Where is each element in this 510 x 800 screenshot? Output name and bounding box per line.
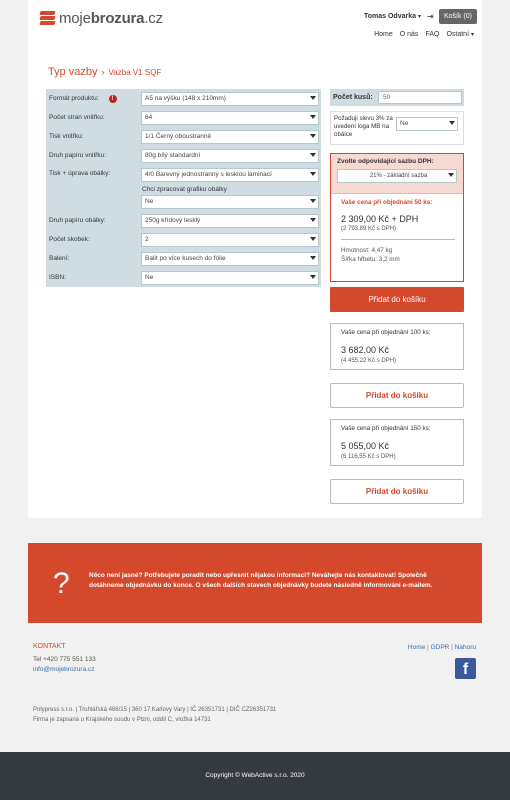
option-row-packing (46, 249, 321, 268)
option-label: Druh papíru vnitřku: (49, 152, 107, 159)
price-box-main (330, 153, 464, 282)
chevron-down-icon (310, 134, 316, 138)
spine-text: Šířka hřbetu: 3,2 mm (341, 256, 400, 263)
price-label: Vaše cena při objednání 150 ks: (341, 425, 431, 432)
cover-graphics-label: Chci zpracovat grafiku obálky (142, 186, 227, 193)
contact-email-link[interactable]: info@mojebrozura.cz (33, 666, 95, 673)
chevron-down-icon (449, 121, 455, 125)
contact-phone: Tel +420 775 551 133 (33, 656, 96, 663)
footer-link-gdpr[interactable]: GDPR (430, 644, 450, 651)
chevron-down-icon (310, 96, 316, 100)
chevron-down-icon (310, 237, 316, 241)
chevron-right-icon: › (101, 67, 105, 77)
option-label: Formát produktu: (49, 95, 99, 102)
print-select[interactable]: 1/1 Černý oboustranně (141, 130, 319, 144)
question-icon: ? (53, 567, 70, 600)
option-label: Druh papíru obálky: (49, 217, 106, 224)
contact-heading: KONTAKT (33, 643, 66, 650)
logo[interactable] (40, 9, 163, 27)
breadcrumb (48, 66, 161, 78)
option-label: Počet skobek: (49, 236, 90, 243)
pages-select[interactable]: 64 (141, 111, 319, 125)
discount-select[interactable]: Ne (396, 117, 458, 131)
cover-paper-select[interactable]: 250g křídový lesklý (141, 214, 319, 228)
quantity-row (330, 89, 464, 106)
option-row-format (46, 89, 321, 108)
price-vat: (4 455,22 Kč s DPH) (341, 358, 397, 364)
cover-graphics-select[interactable]: Ne (141, 195, 319, 209)
copyright-bar: Copyright © WebActive s.r.o. 2020 (0, 752, 510, 800)
weight-text: Hmotnost: 4,47 kg (341, 247, 393, 254)
caret-down-icon: ▾ (470, 32, 474, 38)
facebook-icon[interactable]: f (455, 658, 476, 679)
nav-other[interactable]: Ostatní ▾ (446, 31, 474, 38)
chevron-down-icon (310, 275, 316, 279)
price-value: 2 309,00 Kč + DPH (341, 214, 419, 224)
option-row-print (46, 127, 321, 146)
add-to-cart-100-button[interactable]: Přidat do košíku (330, 383, 464, 408)
discount-row (330, 111, 464, 145)
quantity-input[interactable] (378, 91, 462, 104)
page-title[interactable]: Typ vazby (48, 66, 98, 78)
option-label: Tisk + úprava obálky: (49, 170, 111, 177)
chevron-down-icon (310, 115, 316, 119)
company-info: Polypress s.r.o. | Truhlářská 486/15 | 360 17 Karlovy Vary | IČ 26351731 | DIČ CZ26351731 Firma je zapsaná u Krajského soudu v Plzni, oddíl C, vložka 14731 (33, 707, 277, 723)
info-icon[interactable]: ! (109, 95, 117, 103)
nav-faq[interactable]: FAQ (425, 31, 440, 38)
option-label: Balení: (49, 255, 70, 262)
option-row-staples (46, 230, 321, 249)
chevron-down-icon (310, 153, 316, 157)
nav-home[interactable]: Home (374, 31, 393, 38)
price-vat: (6 116,55 Kč s DPH) (341, 454, 396, 460)
logo-icon (40, 11, 56, 26)
option-label: ISBN: (49, 274, 66, 281)
main-content (28, 0, 482, 518)
price-label: Vaše cena při objednání 100 ks: (341, 329, 431, 336)
price-label: Vaše cena při objednání 50 ks: (341, 199, 433, 206)
divider (341, 239, 455, 240)
nav-about[interactable]: O nás (399, 31, 419, 38)
price-vat: (2 793,89 Kč s DPH) (341, 226, 397, 232)
option-row-cover-print (46, 165, 321, 209)
logout-icon[interactable]: ⇥ (427, 12, 434, 21)
chevron-down-icon (310, 172, 316, 176)
user-menu[interactable]: Tomas Odvarka ▾ (364, 13, 422, 20)
options-table (46, 89, 321, 287)
packing-select[interactable]: Balit po více kusech do fólie (141, 252, 319, 266)
footer-links: Home | GDPR | Nahoru (407, 644, 476, 651)
cover-print-select[interactable]: 4/0 Barevný jednostranný s lesklou laminací (141, 168, 319, 182)
price-box-100 (330, 323, 464, 370)
staples-select[interactable]: 2 (141, 233, 319, 247)
top-nav (374, 31, 474, 38)
option-row-paper (46, 146, 321, 165)
footer-link-home[interactable]: Home (407, 644, 426, 651)
discount-label: Požaduji slevu 3% za uvedení loga MB na obálce (334, 115, 393, 138)
option-row-pages (46, 108, 321, 127)
paper-select[interactable]: 80g bílý standardní (141, 149, 319, 163)
option-row-isbn (46, 268, 321, 287)
help-text: Něco není jasné? Potřebujete poradit nebo upřesnit nějakou informaci? Neváhejte nás kontaktovat! Společně dotáhneme objednávku do konce. O všech dalších stavech objednávky budete následně informováni e-mailem. (89, 572, 433, 589)
option-row-cover-paper (46, 211, 321, 230)
option-label: Počet stran vnitřku: (49, 114, 105, 121)
chevron-down-icon (310, 199, 316, 203)
vat-select[interactable]: 21% - základní sazba (337, 169, 457, 183)
add-to-cart-150-button[interactable]: Přidat do košíku (330, 479, 464, 504)
breadcrumb-current: Vazba V1 SQF (108, 68, 162, 77)
help-banner (28, 543, 482, 623)
chevron-down-icon (448, 173, 454, 177)
price-value: 5 055,00 Kč (341, 441, 390, 451)
logo-text: mojebrozura.cz (59, 9, 163, 27)
chevron-down-icon (310, 218, 316, 222)
caret-down-icon: ▾ (418, 14, 422, 20)
add-to-cart-button[interactable]: Přidat do košíku (330, 287, 464, 312)
quantity-label: Počet kusů: (333, 94, 373, 101)
format-select[interactable]: A5 na výšku (148 x 210mm) (141, 92, 319, 106)
vat-section (331, 154, 463, 194)
footer-link-top[interactable]: Nahoru (454, 644, 476, 651)
option-label: Tisk vnitřku: (49, 133, 84, 140)
cart-button[interactable]: Košík (0) (439, 9, 477, 24)
isbn-select[interactable]: Ne (141, 271, 319, 285)
price-box-150 (330, 419, 464, 466)
vat-label: Zvolte odpovídající sazbu DPH: (337, 158, 434, 165)
price-value: 3 682,00 Kč (341, 345, 390, 355)
chevron-down-icon (310, 256, 316, 260)
